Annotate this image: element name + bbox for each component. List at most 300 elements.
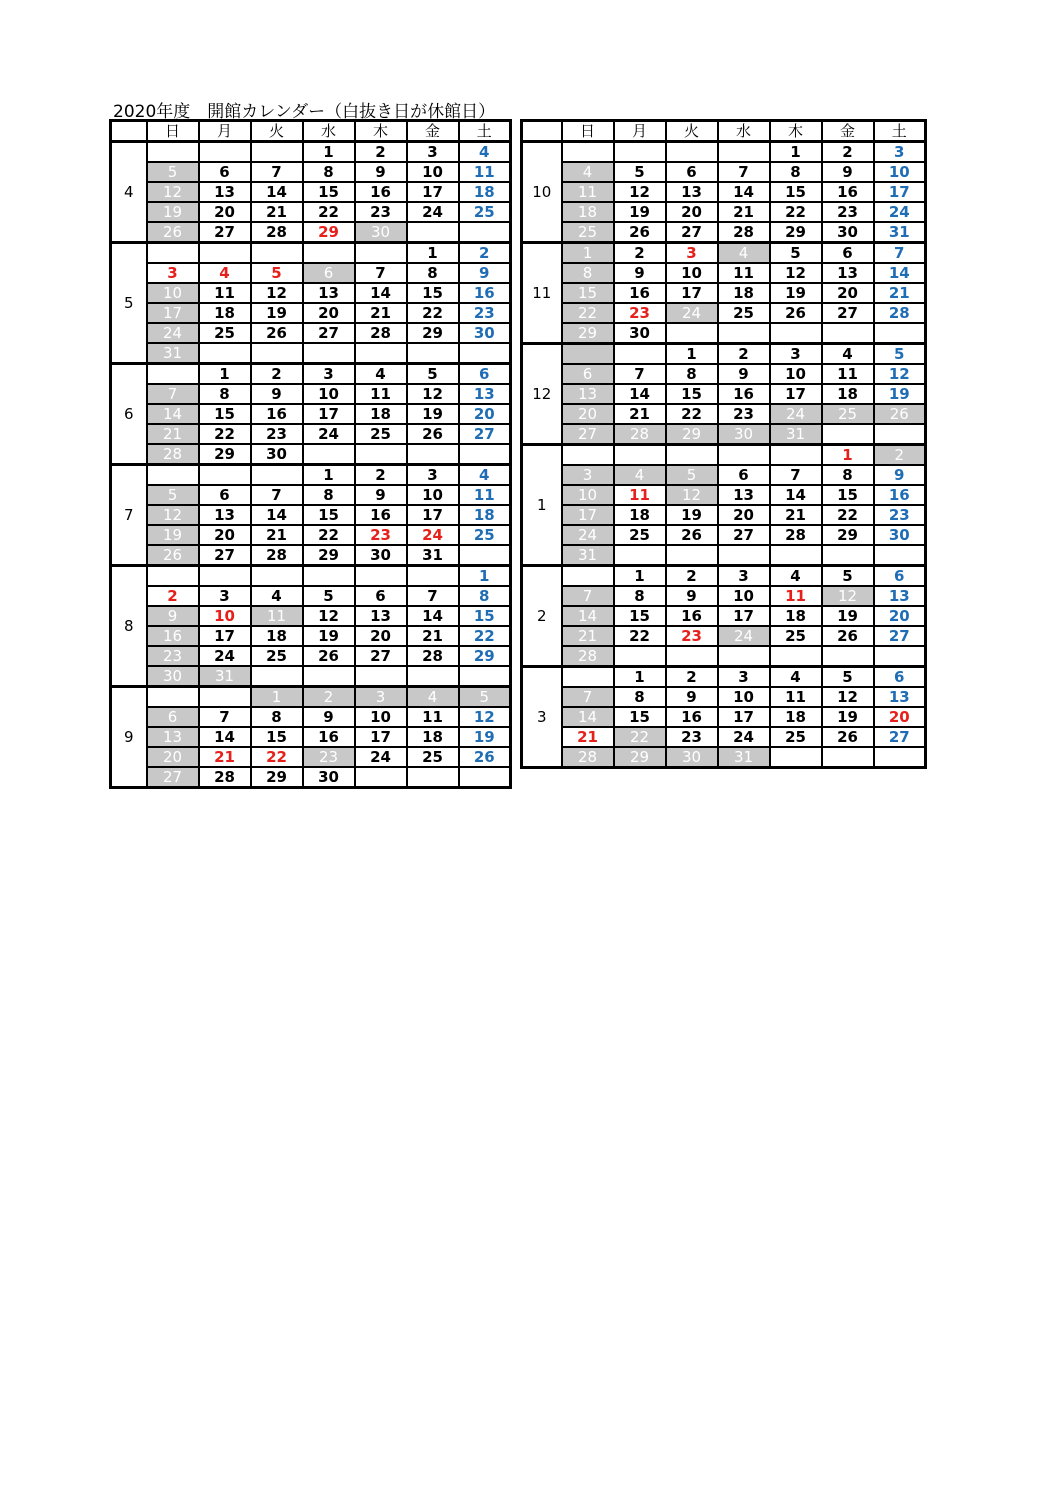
day-cell: 20	[666, 202, 718, 222]
day-cell: 15	[614, 606, 666, 626]
week-row	[111, 525, 511, 545]
day-cell: 14	[199, 727, 251, 747]
week-row	[111, 646, 511, 666]
week-row	[522, 626, 926, 646]
day-cell: 20	[822, 283, 874, 303]
saturday-day-cell: 28	[874, 303, 926, 323]
empty-cell	[666, 545, 718, 566]
saturday-day-cell: 23	[874, 505, 926, 525]
empty-cell	[147, 364, 199, 385]
holiday-day-cell: 21	[199, 747, 251, 767]
closed-day-cell: 31	[147, 343, 199, 364]
page-title: 2020年度 開館カレンダー（白抜き日が休館日）	[113, 102, 496, 122]
day-cell: 6	[199, 162, 251, 182]
day-cell: 10	[718, 586, 770, 606]
day-cell: 1	[303, 465, 355, 486]
day-cell: 12	[303, 606, 355, 626]
week-row	[111, 687, 511, 708]
holiday-day-cell: 24	[407, 525, 459, 545]
closed-day-cell: 26	[874, 404, 926, 424]
saturday-day-cell: 15	[459, 606, 511, 626]
day-cell: 11	[407, 707, 459, 727]
weekday-wed: 水	[303, 121, 355, 142]
empty-cell	[666, 646, 718, 667]
empty-cell	[822, 747, 874, 768]
empty-cell	[303, 444, 355, 465]
day-cell: 24	[199, 646, 251, 666]
day-cell: 25	[199, 323, 251, 343]
weekday-sat: 土	[874, 121, 926, 142]
week-row	[111, 303, 511, 323]
empty-cell	[355, 243, 407, 264]
saturday-day-cell: 3	[874, 142, 926, 163]
week-row	[522, 525, 926, 545]
closed-day-cell: 14	[562, 707, 614, 727]
week-row	[111, 505, 511, 525]
week-row	[111, 727, 511, 747]
week-row	[111, 485, 511, 505]
day-cell: 8	[303, 485, 355, 505]
week-row	[522, 243, 926, 264]
day-cell: 25	[718, 303, 770, 323]
day-cell: 28	[251, 222, 303, 243]
empty-cell	[459, 343, 511, 364]
week-row	[111, 767, 511, 788]
empty-cell	[718, 445, 770, 466]
empty-cell	[355, 444, 407, 465]
empty-cell	[303, 343, 355, 364]
saturday-day-cell: 6	[459, 364, 511, 385]
day-cell: 4	[355, 364, 407, 385]
day-cell: 3	[718, 667, 770, 688]
closed-day-cell: 22	[562, 303, 614, 323]
weekday-sat: 土	[459, 121, 511, 142]
day-cell: 22	[822, 505, 874, 525]
saturday-day-cell: 13	[874, 586, 926, 606]
empty-cell	[355, 767, 407, 788]
empty-cell	[874, 424, 926, 445]
holiday-day-cell: 3	[666, 243, 718, 264]
saturday-day-cell: 25	[459, 202, 511, 222]
week-row	[111, 384, 511, 404]
closed-day-cell: 28	[147, 444, 199, 465]
day-cell: 15	[770, 182, 822, 202]
day-cell: 2	[822, 142, 874, 163]
day-cell: 19	[822, 707, 874, 727]
empty-cell	[666, 445, 718, 466]
day-cell: 3	[718, 566, 770, 587]
day-cell: 17	[355, 727, 407, 747]
day-cell: 12	[407, 384, 459, 404]
saturday-day-cell: 4	[459, 142, 511, 163]
holiday-day-cell: 20	[874, 707, 926, 727]
day-cell: 14	[251, 505, 303, 525]
closed-day-cell: 12	[147, 182, 199, 202]
day-cell: 1	[614, 566, 666, 587]
saturday-day-cell: 6	[874, 667, 926, 688]
day-cell: 4	[822, 344, 874, 365]
closed-day-cell: 30	[718, 424, 770, 445]
day-cell: 12	[614, 182, 666, 202]
saturday-day-cell: 26	[459, 747, 511, 767]
saturday-day-cell: 31	[874, 222, 926, 243]
day-cell: 7	[251, 485, 303, 505]
week-row	[111, 162, 511, 182]
closed-day-cell: 5	[147, 162, 199, 182]
empty-cell	[770, 747, 822, 768]
month-label: 9	[111, 687, 147, 788]
day-cell: 13	[303, 283, 355, 303]
closed-day-cell: 16	[147, 626, 199, 646]
closed-day-cell: 30	[355, 222, 407, 243]
closed-day-cell: 24	[718, 626, 770, 646]
day-cell: 19	[770, 283, 822, 303]
day-cell: 21	[718, 202, 770, 222]
day-cell: 17	[666, 283, 718, 303]
empty-cell	[459, 222, 511, 243]
day-cell: 16	[355, 505, 407, 525]
closed-day-cell: 4	[562, 162, 614, 182]
saturday-day-cell: 9	[459, 263, 511, 283]
day-cell: 26	[822, 727, 874, 747]
day-cell: 15	[614, 707, 666, 727]
day-cell: 7	[199, 707, 251, 727]
week-row	[522, 667, 926, 688]
day-cell: 24	[718, 727, 770, 747]
day-cell: 5	[822, 667, 874, 688]
closed-day-cell: 23	[303, 747, 355, 767]
week-row	[522, 505, 926, 525]
saturday-day-cell: 29	[459, 646, 511, 666]
closed-day-cell: 28	[562, 646, 614, 667]
day-cell: 8	[251, 707, 303, 727]
day-cell: 30	[822, 222, 874, 243]
closed-day-cell: 10	[147, 283, 199, 303]
day-cell: 5	[614, 162, 666, 182]
day-cell: 10	[303, 384, 355, 404]
closed-day-cell: 6	[147, 707, 199, 727]
empty-cell	[407, 343, 459, 364]
day-cell: 5	[822, 566, 874, 587]
day-cell: 9	[303, 707, 355, 727]
day-cell: 9	[666, 687, 718, 707]
saturday-day-cell: 13	[874, 687, 926, 707]
week-row	[522, 182, 926, 202]
closed-day-cell: 2	[874, 445, 926, 466]
day-cell: 13	[199, 505, 251, 525]
day-cell: 15	[251, 727, 303, 747]
empty-cell	[303, 566, 355, 587]
closed-day-cell: 12	[822, 586, 874, 606]
day-cell: 23	[666, 727, 718, 747]
closed-day-cell: 22	[614, 727, 666, 747]
saturday-day-cell: 13	[459, 384, 511, 404]
empty-cell	[251, 666, 303, 687]
weekday-header-row	[111, 121, 511, 142]
week-row	[522, 162, 926, 182]
day-cell: 18	[822, 384, 874, 404]
saturday-day-cell: 4	[459, 465, 511, 486]
week-row	[522, 707, 926, 727]
day-cell: 15	[407, 283, 459, 303]
week-row	[522, 142, 926, 163]
day-cell: 16	[718, 384, 770, 404]
month-label: 11	[522, 243, 562, 344]
week-row	[111, 243, 511, 264]
closed-day-cell: 4	[614, 465, 666, 485]
saturday-day-cell: 5	[874, 344, 926, 365]
holiday-day-cell: 22	[251, 747, 303, 767]
closed-day-cell: 29	[562, 323, 614, 344]
closed-day-cell: 5	[459, 687, 511, 708]
day-cell: 25	[770, 727, 822, 747]
day-cell: 1	[666, 344, 718, 365]
day-cell: 17	[718, 707, 770, 727]
saturday-day-cell: 2	[459, 243, 511, 264]
empty-cell	[199, 566, 251, 587]
saturday-day-cell: 27	[874, 727, 926, 747]
saturday-day-cell: 20	[874, 606, 926, 626]
weekday-fri: 金	[822, 121, 874, 142]
closed-day-cell: 11	[562, 182, 614, 202]
saturday-day-cell: 24	[874, 202, 926, 222]
day-cell: 26	[303, 646, 355, 666]
closed-day-cell: 7	[562, 687, 614, 707]
week-row	[111, 283, 511, 303]
day-cell: 14	[718, 182, 770, 202]
day-cell: 20	[355, 626, 407, 646]
day-cell: 16	[614, 283, 666, 303]
saturday-day-cell: 14	[874, 263, 926, 283]
day-cell: 29	[770, 222, 822, 243]
month-label: 4	[111, 142, 147, 243]
day-cell: 1	[614, 667, 666, 688]
week-row	[522, 404, 926, 424]
day-cell: 2	[251, 364, 303, 385]
saturday-day-cell: 30	[874, 525, 926, 545]
month-header-cell	[111, 121, 147, 142]
day-cell: 28	[251, 545, 303, 566]
day-cell: 10	[355, 707, 407, 727]
day-cell: 22	[303, 202, 355, 222]
day-cell: 7	[251, 162, 303, 182]
closed-day-cell: 21	[147, 424, 199, 444]
day-cell: 26	[614, 222, 666, 243]
weekday-thu: 木	[770, 121, 822, 142]
day-cell: 27	[199, 545, 251, 566]
day-cell: 21	[614, 404, 666, 424]
day-cell: 28	[355, 323, 407, 343]
week-row	[522, 303, 926, 323]
closed-day-cell: 1	[251, 687, 303, 708]
week-row	[111, 465, 511, 486]
day-cell: 2	[666, 566, 718, 587]
empty-cell	[199, 243, 251, 264]
day-cell: 29	[199, 444, 251, 465]
closed-day-cell: 25	[562, 222, 614, 243]
closed-day-cell: 3	[562, 465, 614, 485]
holiday-day-cell: 10	[199, 606, 251, 626]
empty-cell	[874, 747, 926, 768]
saturday-day-cell: 19	[459, 727, 511, 747]
day-cell: 9	[614, 263, 666, 283]
day-cell: 26	[251, 323, 303, 343]
month-label: 5	[111, 243, 147, 364]
holiday-day-cell: 21	[562, 727, 614, 747]
week-row	[111, 182, 511, 202]
saturday-day-cell: 8	[459, 586, 511, 606]
empty-cell	[770, 646, 822, 667]
day-cell: 13	[718, 485, 770, 505]
week-row	[522, 323, 926, 344]
empty-cell	[407, 566, 459, 587]
empty-cell	[770, 545, 822, 566]
day-cell: 8	[822, 465, 874, 485]
week-row	[522, 364, 926, 384]
day-cell: 10	[718, 687, 770, 707]
closed-day-cell: 7	[147, 384, 199, 404]
empty-cell	[666, 323, 718, 344]
day-cell: 28	[407, 646, 459, 666]
empty-cell	[614, 344, 666, 365]
empty-cell	[459, 767, 511, 788]
closed-day-cell: 31	[562, 545, 614, 566]
saturday-day-cell: 22	[459, 626, 511, 646]
day-cell: 11	[718, 263, 770, 283]
day-cell: 25	[355, 424, 407, 444]
empty-cell	[770, 323, 822, 344]
empty-cell	[251, 566, 303, 587]
day-cell: 13	[355, 606, 407, 626]
closed-day-cell: 24	[770, 404, 822, 424]
weekday-sun: 日	[562, 121, 614, 142]
saturday-day-cell: 11	[459, 162, 511, 182]
day-cell: 28	[718, 222, 770, 243]
week-row	[522, 344, 926, 365]
day-cell: 2	[666, 667, 718, 688]
empty-cell	[147, 465, 199, 486]
closed-day-cell: 11	[251, 606, 303, 626]
day-cell: 20	[303, 303, 355, 323]
day-cell: 23	[718, 404, 770, 424]
day-cell: 15	[822, 485, 874, 505]
week-row	[111, 666, 511, 687]
empty-cell	[251, 142, 303, 163]
day-cell: 26	[666, 525, 718, 545]
empty-cell	[251, 243, 303, 264]
week-row	[111, 566, 511, 587]
day-cell: 15	[199, 404, 251, 424]
day-cell: 8	[770, 162, 822, 182]
closed-day-cell: 12	[147, 505, 199, 525]
day-cell: 5	[770, 243, 822, 264]
day-cell: 19	[614, 202, 666, 222]
closed-day-cell: 29	[666, 424, 718, 445]
week-row	[522, 566, 926, 587]
day-cell: 7	[718, 162, 770, 182]
closed-day-cell: 6	[303, 263, 355, 283]
week-row	[111, 424, 511, 444]
week-row	[522, 606, 926, 626]
empty-cell	[147, 687, 199, 708]
day-cell: 15	[666, 384, 718, 404]
day-cell: 14	[407, 606, 459, 626]
weekday-mon: 月	[199, 121, 251, 142]
closed-day-cell: 17	[147, 303, 199, 323]
week-row	[111, 747, 511, 767]
empty-cell	[303, 243, 355, 264]
day-cell: 8	[303, 162, 355, 182]
day-cell: 16	[666, 606, 718, 626]
day-cell: 27	[822, 303, 874, 323]
week-row	[111, 586, 511, 606]
empty-cell	[407, 444, 459, 465]
day-cell: 27	[666, 222, 718, 243]
saturday-day-cell: 1	[459, 566, 511, 587]
day-cell: 25	[770, 626, 822, 646]
week-row	[111, 404, 511, 424]
closed-day-cell: 8	[562, 263, 614, 283]
week-row	[522, 424, 926, 445]
week-row	[111, 343, 511, 364]
week-row	[111, 707, 511, 727]
day-cell: 7	[614, 364, 666, 384]
closed-day-cell: 15	[562, 283, 614, 303]
empty-cell	[614, 142, 666, 163]
empty-cell	[199, 465, 251, 486]
week-row	[522, 687, 926, 707]
day-cell: 9	[666, 586, 718, 606]
empty-cell	[874, 323, 926, 344]
closed-day-cell: 31	[770, 424, 822, 445]
closed-day-cell: 7	[562, 586, 614, 606]
empty-cell	[666, 142, 718, 163]
month-label: 3	[522, 667, 562, 768]
day-cell: 17	[199, 626, 251, 646]
saturday-day-cell: 7	[874, 243, 926, 264]
day-cell: 24	[407, 202, 459, 222]
day-cell: 21	[770, 505, 822, 525]
day-cell: 21	[251, 525, 303, 545]
day-cell: 16	[666, 707, 718, 727]
closed-day-cell: 4	[407, 687, 459, 708]
day-cell: 29	[822, 525, 874, 545]
week-row	[522, 485, 926, 505]
closed-day-cell: 14	[147, 404, 199, 424]
weekday-thu: 木	[355, 121, 407, 142]
week-row	[522, 283, 926, 303]
week-row	[111, 626, 511, 646]
month-label: 10	[522, 142, 562, 243]
holiday-day-cell: 3	[147, 263, 199, 283]
day-cell: 19	[822, 606, 874, 626]
calendar-left-half	[109, 119, 512, 789]
week-row	[522, 646, 926, 667]
day-cell: 9	[251, 384, 303, 404]
day-cell: 17	[407, 182, 459, 202]
day-cell: 12	[251, 283, 303, 303]
empty-cell	[355, 666, 407, 687]
weekday-mon: 月	[614, 121, 666, 142]
day-cell: 23	[822, 202, 874, 222]
day-cell: 20	[199, 202, 251, 222]
saturday-day-cell: 25	[459, 525, 511, 545]
day-cell: 18	[251, 626, 303, 646]
closed-day-cell: 25	[822, 404, 874, 424]
empty-cell	[562, 667, 614, 688]
day-cell: 23	[251, 424, 303, 444]
day-cell: 1	[770, 142, 822, 163]
